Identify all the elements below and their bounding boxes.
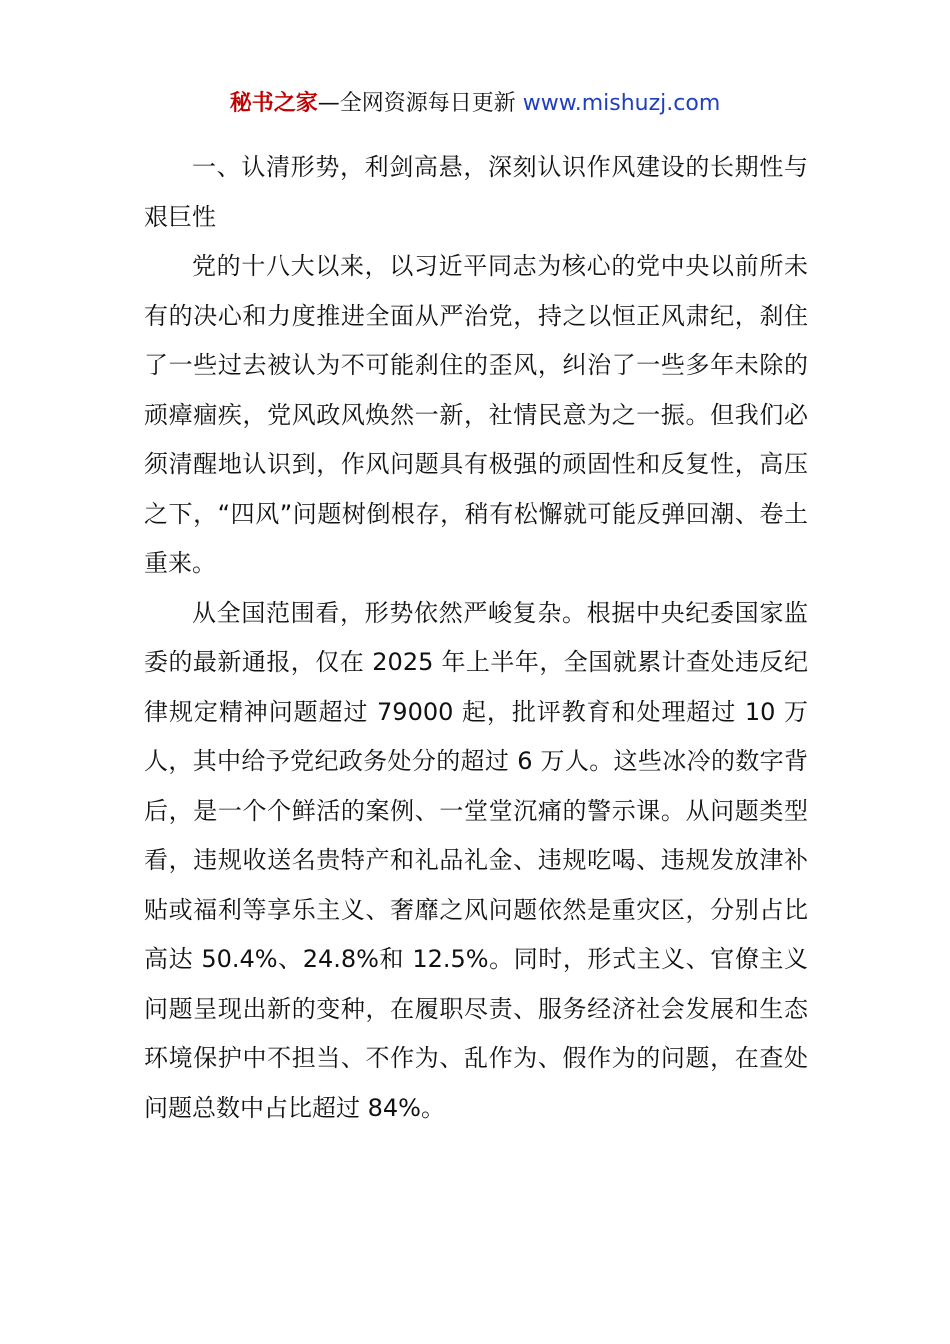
paragraph: 党的十八大以来，以习近平同志为核心的党中央以前所未有的决心和力度推进全面从严治党，持之以恒正风肃纪，刹住了一些过去被认为不可能刹住的歪风，纠治了一些多年未除的顽瘴痼疾，党风政风焕然一新，社情民意为之一振。但我们必须清醒地认识到，作风问题具有极强的顽固性和反复性，高压之下，“四风”问题树倒根存，稍有松懈就可能反弹回潮、卷土重来。 <box>144 252 808 577</box>
section-heading: 一、认清形势，利剑高悬，深刻认识作风建设的长期性与艰巨性 <box>144 153 808 231</box>
site-url-link[interactable]: www.mishuzj.com <box>522 91 721 116</box>
brand-name: 秘书之家 <box>229 91 318 116</box>
site-header <box>0 88 950 120</box>
header-tagline: —全网资源每日更新 <box>317 91 523 116</box>
document-body <box>144 143 808 1133</box>
paragraph: 从全国范围看，形势依然严峻复杂。根据中央纪委国家监委的最新通报，仅在 2025 年上半年，全国就累计查处违反纪律规定精神问题超过 79000 起，批评教育和处理超过 10 万人，其中给予党纪政务处分的超过 6 万人。这些冰冷的数字背后，是一个个鲜活的案例、一堂堂沉痛的警示课。从问题类型看，违规收送名贵特产和礼品礼金、违规吃喝、违规发放津补贴或福利等享乐主义、奢靡之风问题依然是重灾区，分别占比高达 50.4%、24.8%和 12.5%。同时，形式主义、官僚主义问题呈现出新的变种，在履职尽责、服务经济社会发展和生态环境保护中不担当、不作为、乱作为、假作为的问题，在查处问题总数中占比超过 84%。 <box>144 598 808 1122</box>
